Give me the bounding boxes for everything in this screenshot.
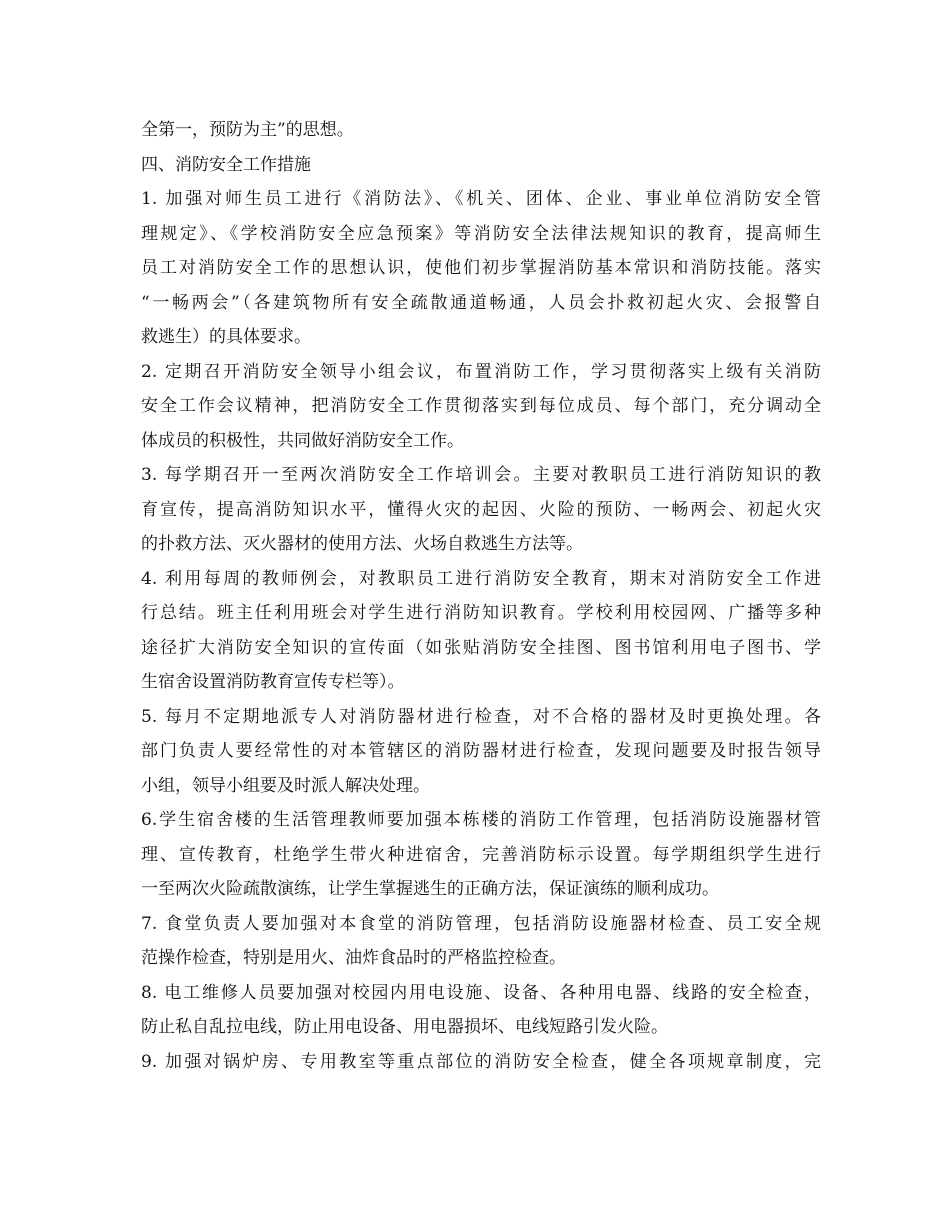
text-line: 8. 电工维修人员要加强对校园内用电设施、设备、各种用电器、线路的安全检查， [141,982,821,1003]
text-line: 部门负责人要经常性的对本管辖区的消防器材进行检查，发现问题要及时报告领导 [141,741,821,761]
text-line: “一畅两会”（各建筑物所有安全疏散通道畅通，人员会扑救初起火灾、会报警自 [141,292,821,313]
text-line: 3. 每学期召开一至两次消防安全工作培训会。主要对教职员工进行消防知识的教 [141,465,821,485]
text-line: 2. 定期召开消防安全领导小组会议，布置消防工作，学习贯彻落实上级有关消防 [141,361,821,382]
text-line: 员工对消防安全工作的思想认识，使他们初步掌握消防基本常识和消防技能。落实 [141,258,821,278]
text-line: 6.学生宿舍楼的生活管理教师要加强本栋楼的消防工作管理，包括消防设施器材管 [141,810,821,830]
text-line: 防止私自乱拉电线，防止用电设备、用电器损坏、电线短路引发火险。 [141,1017,668,1037]
document-body [141,113,821,1079]
text-line: 范操作检查，特别是用火、油炸食品时的严格监控检查。 [141,948,566,968]
text-line: 生宿舍设置消防教育宣传专栏等）。 [141,672,405,692]
text-line: 7. 食堂负责人要加强对本食堂的消防管理，包括消防设施器材检查、员工安全规 [141,913,821,934]
text-line: 全第一，预防为主”的思想。 [141,120,354,140]
text-line: 行总结。班主任利用班会对学生进行消防知识教育。学校利用校园网、广播等多种 [141,603,821,623]
text-line: 理、宣传教育，杜绝学生带火种进宿舍，完善消防标示设置。每学期组织学生进行 [141,844,821,865]
text-line: 9. 加强对锅炉房、专用教室等重点部位的消防安全检查，健全各项规章制度，完 [141,1051,821,1072]
text-line: 安全工作会议精神，把消防安全工作贯彻落实到每位成员、每个部门，充分调动全 [141,396,821,416]
text-line: 救逃生）的具体要求。 [141,327,311,347]
text-line: 途径扩大消防安全知识的宣传面（如张贴消防安全挂图、图书馆利用电子图书、学 [141,637,821,658]
text-line: 育宣传，提高消防知识水平，懂得火灾的起因、火险的预防、一畅两会、初起火灾 [141,499,821,520]
text-line: 5. 每月不定期地派专人对消防器材进行检查，对不合格的器材及时更换处理。各 [141,706,821,727]
text-line: 4. 利用每周的教师例会，对教职员工进行消防安全教育，期末对消防安全工作进 [141,568,821,589]
text-line: 1. 加强对师生员工进行《消防法》、《机关、团体、企业、事业单位消防安全管 [141,189,821,209]
text-line: 的扑救方法、灭火器材的使用方法、火场自救逃生方法等。 [141,534,583,554]
text-line: 一至两次火险疏散演练，让学生掌握逃生的正确方法，保证演练的顺利成功。 [141,879,719,899]
text-line: 小组，领导小组要及时派人解决处理。 [141,775,430,796]
section-heading: 四、消防安全工作措施 [141,154,311,175]
text-line: 体成员的积极性，共同做好消防安全工作。 [141,430,464,451]
text-line: 理规定》、《学校消防安全应急预案》等消防安全法律法规知识的教育，提高师生 [141,223,821,244]
